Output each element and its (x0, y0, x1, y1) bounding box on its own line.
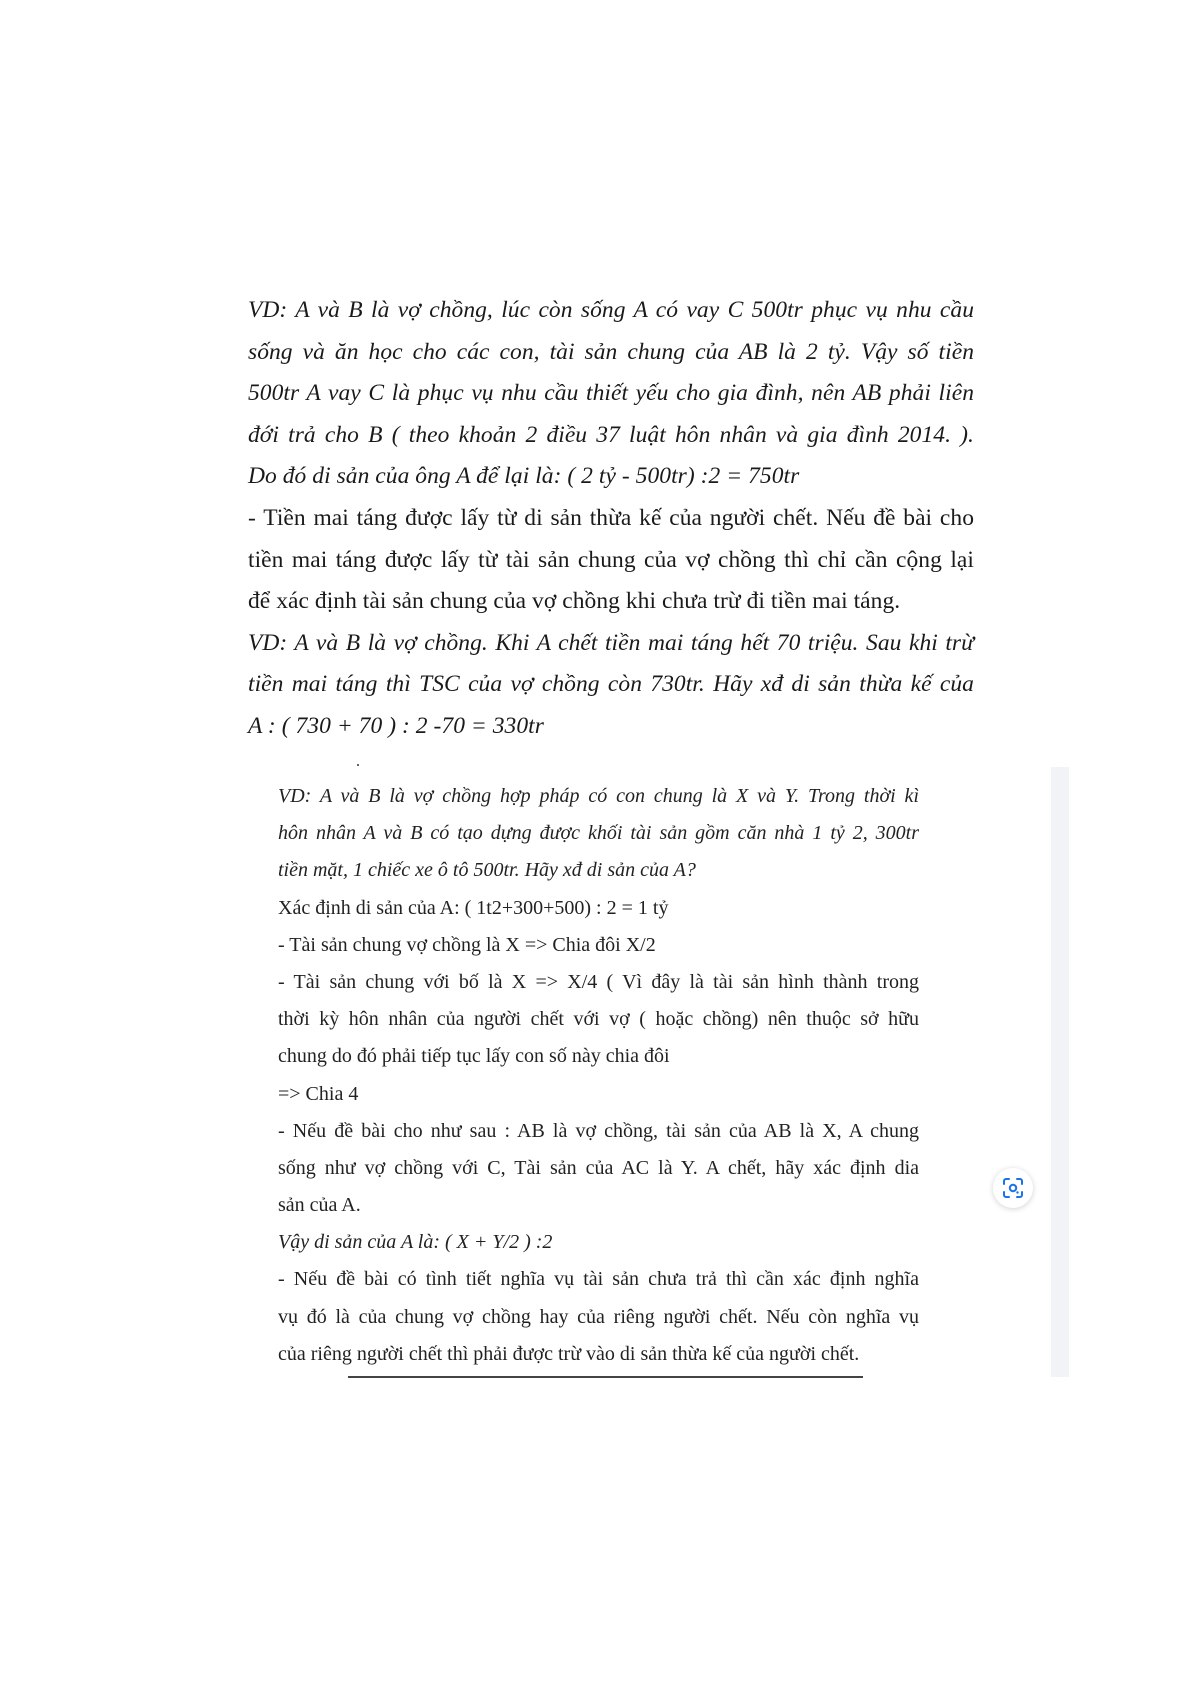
lens-scan-icon (1001, 1176, 1025, 1200)
stray-dot (357, 764, 359, 766)
text-line: thời kỳ hôn nhân của người chết với vợ ( hoặc chồng) nên thuộc sở hữu (278, 1008, 919, 1031)
text-line: - Nếu đề bài cho như sau : AB là vợ chồng, tài sản của AB là X, A chung (278, 1119, 919, 1142)
text-line: => Chia 4 (278, 1082, 359, 1105)
text-line: sống như vợ chồng với C, Tài sản của AC là Y. A chết, hãy xác định dia (278, 1156, 919, 1179)
text-line: - Nếu đề bài có tình tiết nghĩa vụ tài sản chưa trả thì cần xác định nghĩa (278, 1268, 919, 1291)
text-line: tiền mai táng thì TSC của vợ chồng còn 730tr. Hãy xđ di sản thừa kế của (248, 671, 974, 698)
text-line: A : ( 730 + 70 ) : 2 -70 = 330tr (248, 712, 544, 739)
text-line: sống và ăn học cho các con, tài sản chung của AB là 2 tỷ. Vậy số tiền (248, 338, 974, 365)
text-line: chung do đó phải tiếp tục lấy con số này chia đôi (278, 1045, 670, 1068)
text-line: tiền mai táng được lấy từ tài sản chung của vợ chồng thì chỉ cần cộng lại (248, 546, 974, 573)
text-line: - Tài sản chung vợ chồng là X => Chia đôi X/2 (278, 933, 656, 956)
text-line: Do đó di sản của ông A để lại là: ( 2 tỷ - 500tr) :2 = 750tr (248, 463, 800, 490)
text-line: - Tài sản chung với bố là X => X/4 ( Vì đây là tài sản hình thành trong (278, 970, 919, 993)
lens-search-button[interactable] (993, 1168, 1033, 1208)
text-line: của riêng người chết thì phải được trừ vào di sản thừa kế của người chết. (278, 1342, 860, 1365)
text-line: - Tiền mai táng được lấy từ di sản thừa kế của người chết. Nếu đề bài cho (248, 504, 974, 531)
text-line: 500tr A vay C là phục vụ nhu cầu thiết yếu cho gia đình, nên AB phải liên (248, 380, 974, 407)
text-line: hôn nhân A và B có tạo dựng được khối tài sản gồm căn nhà 1 tỷ 2, 300tr (278, 822, 919, 845)
text-line: vụ đó là của chung vợ chồng hay của riêng người chết. Nếu còn nghĩa vụ (278, 1305, 919, 1328)
bottom-rule (348, 1376, 863, 1378)
text-line: đới trả cho B ( theo khoản 2 điều 37 luật hôn nhân và gia đình 2014. ). (248, 421, 974, 448)
text-line: tiền mặt, 1 chiếc xe ô tô 500tr. Hãy xđ di sản của A? (278, 859, 696, 882)
text-line: Vậy di sản của A là: ( X + Y/2 ) :2 (278, 1231, 553, 1254)
text-line: để xác định tài sản chung của vợ chồng khi chưa trừ đi tiền mai táng. (248, 588, 901, 615)
text-block-2 (278, 778, 919, 1373)
text-line: VD: A và B là vợ chồng hợp pháp có con chung là X và Y. Trong thời kì (278, 785, 919, 807)
text-line: Xác định di sản của A: ( 1t2+300+500) : 2 = 1 tỷ (278, 896, 669, 919)
side-scroll-panel (1051, 767, 1069, 1377)
text-block-1 (248, 290, 974, 748)
text-line: VD: A và B là vợ chồng, lúc còn sống A có vay C 500tr phục vụ nhu cầu (248, 297, 974, 323)
text-line: VD: A và B là vợ chồng. Khi A chết tiền mai táng hết 70 triệu. Sau khi trừ (248, 629, 974, 656)
text-line: sản của A. (278, 1194, 361, 1217)
